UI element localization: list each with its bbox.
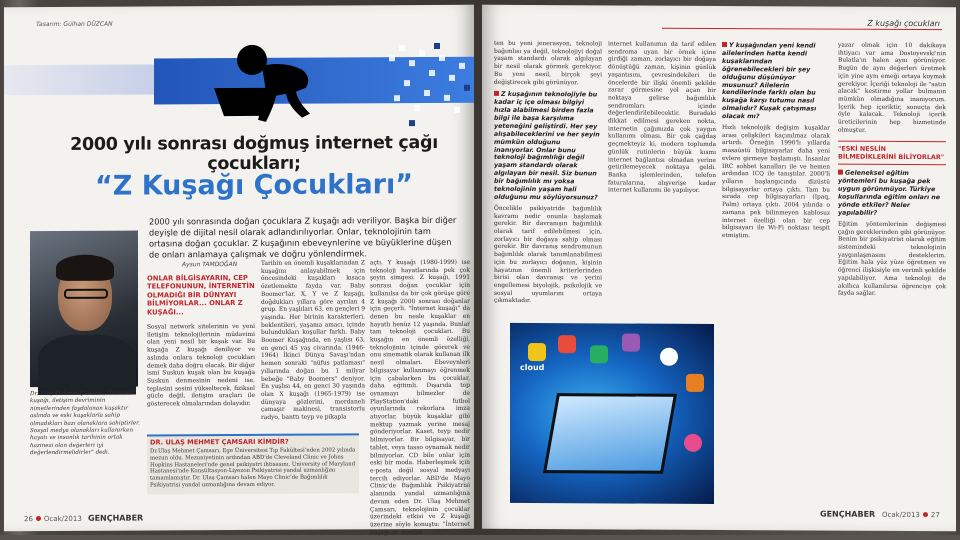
right-col4-text: yazar olmak için 10 dakikaya ihtiyacı var ama Dostoyevski'nin Bulatla'ın halen aynı görünüyor. Bugün de aynı değerleri üretmek için yine aynı emeği ortaya koymak gerekiyor. İçeriği teknoloji ile "satın alacak" kestirme yollar bulmanın mümkün olmadığına inanıyorum. İçerik hep içeriktir, sonuçta dek öyle kalacak. Teknoloji içerik üreticilerinin hep hizmetinde olmuştur. bbox=[838, 42, 946, 134]
right-column-3 bbox=[722, 42, 830, 241]
main-title: “Z Kuşağı Çocukları” bbox=[94, 169, 413, 202]
right-column-1 bbox=[494, 41, 602, 307]
right-col3-text: Hızlı teknolojik değişim kuşaklar arası çelişkileri kaçınılmaz olarak artırdı. Örneğin 1990'lı yıllarda masaüstü bilgisayarlar daha yeni evlere girmeye başlamıştı. İnsanlar IRC sohbet kanalları ile ve hemen ardından ICQ ile tanıştılar. 2000'li yılların başlangıcında dizüstü bilgisayarlar ortaya çıktı. Tam bu sırada cep bilgisayarları (Ipaq, Palm) ortaya çıktı. 2004 yılında o zamana pek bilinmeyen kablosuz internet özelliği olan bir cep bilgisayarı ile Wi-Fi noktası tespit etmiştim. bbox=[722, 125, 830, 240]
right-col2-text: internet kullanımın da tarif edilen sendroma uyan bir örnek içine girdiği zaman, zorlayıcı bir doğaya dönüştüğü zaman, kişinin günlük yaşantısını, çevresindekileri ile öncelerde bir ilişki önemli şekilde zarar görmesine yol açan bir noktaya gelirse bağımlılık sendromları içinde değerlendirilebilecektir. Buradaki dikkat edilmesi gereken nokta, internetin çağımızda çok yaygın kullanımı olması. Bir çok çağdaş geçmekteyiz ki, modern toplumda günlük rutinlerin büyük kısmı internet bağlantısı olmadan yerine getirilemeyecek noktaya geldi. Banka işlemlerinden, telefon faturalarına, alışverişe kadar internet kullanımı ile yapılıyor. bbox=[608, 41, 716, 195]
soccer-ball-icon bbox=[660, 348, 678, 366]
balloon-icon bbox=[684, 434, 702, 452]
footer-dot-icon bbox=[36, 516, 41, 521]
question-1: Z kuşağının teknolojiyle bu kadar iç içe olması bilgiyi hızla alabilmesi birden fazla bilgi ile başa karşılıma yeteneğini geliştirdi. Her şey alışabileceklerini ve her şeyin mümkün olduğunu inanıyorlar. Onlar bunu teknoloji bağımlılığı değil yaşam standardı olarak algılayan bir nesil. Siz bunun bir bağımlılık mı yoksa teknolojinin yaşam hali olduğunu mu söylüyorsunuz? bbox=[494, 91, 600, 202]
bullet-square-icon bbox=[494, 91, 499, 96]
app-tile-yellow bbox=[528, 343, 546, 361]
left-page bbox=[4, 5, 474, 536]
bio-text: Dr.Ulaş Mehmet Çamsarı, Ege Üniversitesi Tıp Fakültesi'nden 2002 yılında mezun oldu. Mezuniyetinin ardından ABD'de Cleveland Clinic ve Johns Hopkins Hastaneleri'nde genel psikiyatri ihtisasını, University of Maryland Hastanesi'nde Konsültasyon-Liyezon Psikiyatrisi yandal uzmanlığını tamamlamıştır. Dr. Ulaş Çamsarı halen Mayo Clinic'de Bağımlılık Psikiyatrisi yandal uzmanlığına devam ediyor. bbox=[150, 447, 356, 489]
bio-box bbox=[147, 433, 359, 494]
bullet-square-icon bbox=[722, 42, 727, 47]
article-column-1: Sosyal network sitelerinin ve yeni iletişim teknolojilerinin müdavimi olan yeni nesil bir kuşak var. Bu kuşağa Z kuşağı deniliyor ve aslında onlara teknoloji çocukları demek daha doğru olacak. Bir diğer ismi Suskun kuşak olan bu kuşağa Suskun denmesinin nedeni ise, teplasini sesini yükseltecek, fiziksel gücle değil, iletişim araçları ile gösterecek olmalarından dolayıdır. bbox=[147, 323, 255, 408]
headline: 2000 yılı sonrası doğmuş internet çağı çocukları; bbox=[70, 132, 438, 175]
right-column-2 bbox=[608, 41, 716, 196]
doctor-photo bbox=[30, 231, 138, 388]
header-fade-band bbox=[4, 64, 154, 95]
issue-date: Ocak/2013 bbox=[43, 514, 82, 524]
footer-dot-icon bbox=[923, 512, 928, 517]
question-3: Geleneksel eğitim yöntemleri bu kuşağa pek uygun görünmüyor. Türkiye koşullarında eğitim onları ne yönde etkiler? Neler yapılabilir? bbox=[838, 170, 941, 217]
left-footer bbox=[24, 515, 82, 523]
tablet-illustration bbox=[510, 323, 714, 504]
app-tile-orange bbox=[686, 374, 704, 392]
right-col1-text: ten bu yeni jenerasyon, teknoloji bağımlısı ya değil, teknolojiyi doğal yaşam standardı olarak algılayan bir nesil olarak görmek gerekiyor. Bu yeni nesil, birçok şeyi değiştirecek gibi görünüyor. bbox=[494, 40, 602, 86]
brand-logo-right: GENÇHABER bbox=[820, 509, 876, 519]
photo-caption: Dr. Ulaş Mehmet Çamsarı, "İnternet kuşağı, iletişim devriminin nimetlerinden faydalanan kuşaktır aslında ve eski kuşaklarla sahip olmadıkları bazı olanaklara sahiptirler. Sosyal medya olanakları kullanırken hayatı ve insanlık tarihinin ortak hazinesi olan değerleri iyi değerlendirmelidirler" dedi. bbox=[30, 390, 140, 457]
lead-paragraph: 2000 yılı sonrasında doğan çocuklara Z kuşağı adı veriliyor. Başka bir diğer deyişle de dijital nesil olarak adlandırılıyorlar. Onlar, teknolojinin tam ortasına doğan çocuklar. Z kuşağının ebeveynlerine ve büyüklerine düşen de onları anlamaya çalışmak ve doğru yönlendirmek. bbox=[149, 214, 457, 260]
section-title: Z kuşağı çocukları bbox=[867, 18, 940, 29]
article-column-3: açtı. Y kuşağı (1980-1999) ise teknoloji hayatlarında pek çok şeyin simgesi. Z kuşağı, 1991 sonrası doğan çocuklar için kullanılsa da bir çok görüşe göre Z kuşağı 2000 sonrası doğanlar için geçerli. "İnternet kuşağı" da denen bu nesle kuşaklar en hayatlı henüz 12 yaşında. Bunlar tam teknoloji çocukları. Bu kuşağın en önemli özelliği, teknolojinin içinde görerek ve onu sinematik olarak kullanan ilk nesil olmaları. Ebeveynleri bilgisayar kullanmayı öğrenmek için çabalarken bu çocuklar, daha eğitimli. Dışarıda top oynamayı bilmezler de PlayStation'daki futbol oyunlarında rekorlara imza atıyorlar, büyük kuşaklar gibi mektup yazmak yerine mesaj gönderiyorlar. Kaset, teyp nedir bilmiyorlar. Bir bilgisayar, bir tablet, veya tasso oynamak nedir bilmiyorlar. CD bile onlar için eski bir moda. Haberleşmek için e-posta değil sosyal medyayı tercih ediyorlar. ABD'de Mayo Clinic'de Bağımlılık Psikiyatrisi alanında yandal uzmanlığına devam eden Dr. Ulaş Mehmet Çamsarı, teknolojinin çocuklar üzerindeki etkisi ve Z kuşağı üzerine söyle konuştu: "İnternet kuşağı da denilen bbox=[370, 259, 470, 536]
page-number-right: 27 bbox=[930, 511, 940, 520]
app-tile-purple bbox=[622, 333, 640, 351]
page-number: 26 bbox=[24, 515, 33, 524]
red-pull-quote: "ESKİ NESLİN BİLMEDİKLERİNİ BİLİYORLAR" bbox=[838, 141, 946, 166]
crawling-baby-silhouette bbox=[214, 36, 324, 137]
bullet-square-icon bbox=[838, 170, 843, 175]
question-2: Y kuşağından yeni kendi ailelerinden hatta kendi kuşaklarından öğrenebilecekleri bir şey olduğunu düşünüyor musunuz? Ailelerin kendilerinde farklı olan bu kuşağa karşı tutumu nasıl olmalıdır? Kuşak çatışması olacak mı? bbox=[722, 42, 817, 121]
right-col4b-text: Eğitim yöntemlerinin değişmesi çağın gereklerinden gibi görünüyor. Benim bir psikiyatrist olarak eğitim sistemindeki teknolojinin yaygınlaşmasını desteklerim. Eğitim hala yüz yüze öğretmen ve öğrenci ilişkisiyle en verimli şekilde yapılabiliyor. Ama teknoloji de akıllıca kullanılırsa öğrenciye çok fayda sağlar. bbox=[838, 221, 946, 298]
right-footer bbox=[882, 511, 940, 519]
pull-quote: ONLAR BİLGİSAYARIN, CEP TELEFONUNUN, İNTERNETİN OLMADIĞI BİR DÜNYAYI BİLMİYORLAR... ONLAR Z KUŞAĞI... bbox=[147, 273, 255, 317]
photo-body bbox=[38, 335, 136, 396]
photo-glasses bbox=[64, 289, 108, 299]
photo-hair bbox=[56, 255, 114, 281]
right-column-4 bbox=[838, 43, 946, 299]
bio-title: DR. ULAŞ MEHMET ÇAMSARI KİMDİR? bbox=[150, 437, 289, 447]
section-rule bbox=[662, 28, 942, 30]
tablet-screen bbox=[543, 393, 677, 474]
right-col1b-text: Öncelikle psikiyatride bağımlılık kavramı nedir onunla başlamak gerekir. Bir davranışın bağımlılık olarak tarif edilebilmesi için, zorlayıcı bir doğaya sahip olması gerekir. Bir davranış sendromunun bağımlılık olarak tanımlanabilmesi için bu zorlayıcı doğanın, kişinin hayatının önemli kriterlerinden birisi olan davranışı ve yerini engellemesi biyolojik, psikolojik ve sosyal uyumlarını ortaya çıkmaktadır. bbox=[494, 205, 602, 305]
author-byline: Aysun TAMDOĞAN bbox=[182, 261, 238, 269]
right-page bbox=[482, 5, 956, 531]
article-column-2: Tarihin en önemli kuşaklarından Z kuşağını anlayabilmek için öncesindeki kuşakları kısaca özetlemekte fayda var. Baby Boomer'lar, X, Y ve Z kuşağı, doğdukları yıllara göre ayrılan 4 grup. En yaşlıları 63, en gençleri 9 yaşında. Her birinin karakterleri, beklentileri, yaşama amacı, içinde bulundukları koşullar farklı. Baby Boomer Kuşağında, en yaşlısı 63, en genci 45 yaş civarında. (1946-1964) İkinci Dünya Savaşı'ndan hemen sonraki "nüfus patlaması" yıllarında doğan bu 1 milyar bebeğe "Baby Boomers" deniyor. En yaşlısı 44, en genci 30 yaşında olan X kuşağı (1965-1979) ise dünyaya gözlerini, merdaneli çamaşır makinesi, transistorlu radyo, banttı teyp ve pikapla bbox=[261, 260, 365, 421]
brand-logo: GENÇHABER bbox=[88, 513, 144, 523]
cloud-label: cloud bbox=[520, 362, 545, 373]
issue-date-right: Ocak/2013 bbox=[882, 510, 920, 520]
pixel-dots-graphic bbox=[384, 35, 474, 130]
app-tile-green bbox=[590, 345, 608, 363]
app-tile-red bbox=[558, 335, 576, 353]
design-credit: Tasarım: Gülhan DÜZCAN bbox=[36, 20, 113, 29]
